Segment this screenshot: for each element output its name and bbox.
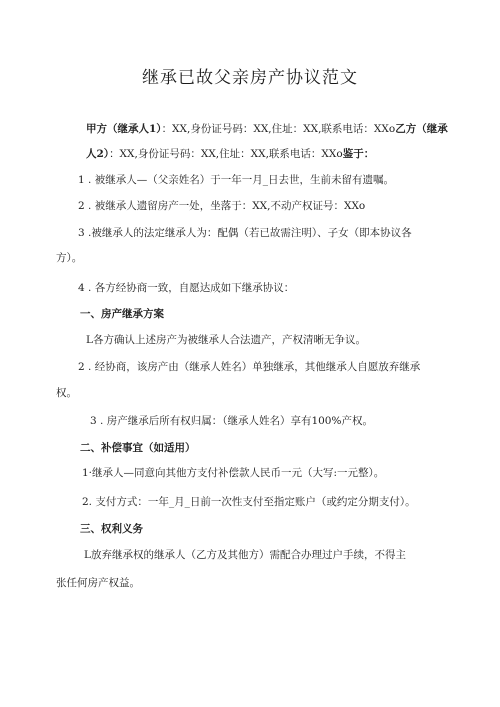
section3-item-1-cont: 张任何房产权益。 (56, 577, 140, 589)
party-b-label-cont: 人2） (86, 148, 110, 160)
party-a-info: ：XX,身份证号码：XX,住址：XX,联系电话：XXo (161, 123, 396, 135)
party-b-info: ：XX,身份证号码：XX,住址：XX,联系电话：XXo (109, 148, 343, 160)
whereas-item-3: 3 .被继承人的法定继承人为：配偶（若已故需注明）、子女（即本协议各 (78, 227, 412, 239)
section-heading-3: 三、权利义务 (80, 523, 143, 535)
party-a-line (86, 122, 448, 136)
section2-item-1: 1·继承人—同意向其他方支付补偿款人民币一元（大写:一元整）。 (82, 467, 385, 479)
section1-item-3: 3 . 房产继承后所有权归属：（继承人姓名）享有100%产权。 (90, 415, 373, 427)
section-heading-1: 一、房产继承方案 (80, 308, 164, 320)
whereas-item-4: 4 . 各方经协商一致，自愿达成如下继承协议： (78, 282, 295, 294)
section1-item-2: 2 . 经协商，该房产由（继承人姓名）单独继承，其他继承人自愿放弃继承 (78, 361, 421, 373)
section-heading-2: 二、补偿事宜（如适用） (80, 442, 196, 454)
whereas-label: 鉴于： (342, 148, 375, 160)
whereas-item-3-cont: 方）。 (56, 252, 83, 264)
party-a-label: 甲方（继承人1） (86, 123, 162, 135)
whereas-item-2: 2 . 被继承人遗留房产一处，坐落于：XX,不动产权证号：XXo (78, 200, 366, 212)
document-title: 继承已故父亲房产协议范文 (142, 68, 358, 88)
section2-item-2: 2. 支付方式：一年_月_日前一次性支付至指定账户（或约定分期支付）。 (82, 496, 416, 508)
section1-item-2-cont: 权。 (56, 387, 77, 399)
party-b-label: 乙方（继承 (395, 123, 448, 135)
whereas-item-1: 1 . 被继承人—（父亲姓名）于一年一月_日去世，生前未留有遗嘱。 (78, 174, 394, 186)
party-b-line (86, 147, 374, 161)
section1-item-1: L各方确认上述房产为被继承人合法遗产，产权清晰无争议。 (86, 334, 366, 346)
section3-item-1: L放弃继承权的继承人（乙方及其他方）需配合办理过户手续，不得主 (84, 549, 406, 561)
